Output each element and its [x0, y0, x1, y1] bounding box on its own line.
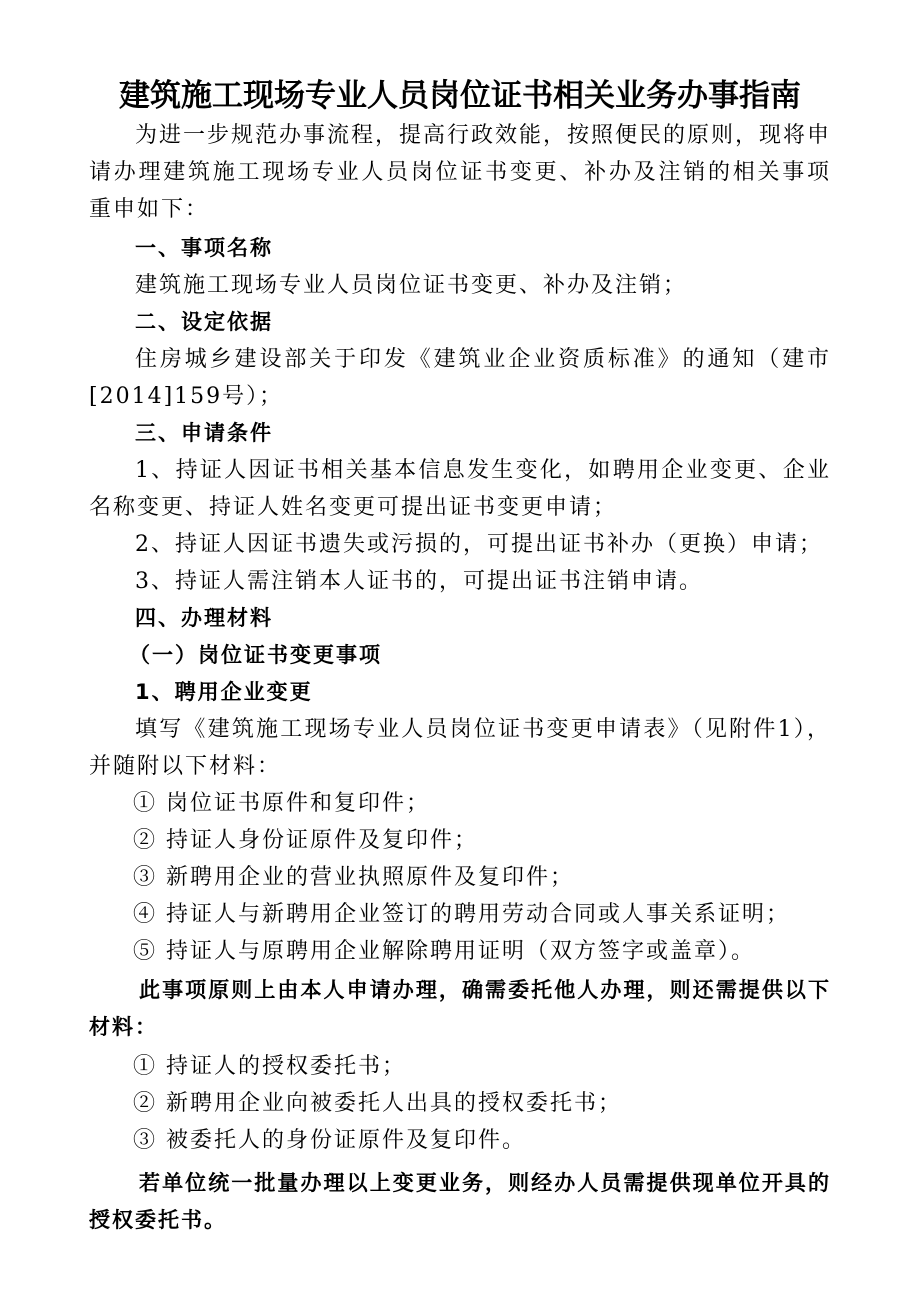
- batch-note: 若单位统一批量办理以上变更业务，则经办人员需提供现单位开具的授权委托书。: [89, 1171, 831, 1232]
- item-heading-employer-change: 1、聘用企业变更: [135, 680, 313, 704]
- subsection-heading-change: （一）岗位证书变更事项: [129, 643, 382, 667]
- material-list-item: ⑤ 持证人与原聘用企业解除聘用证明（双方签字或盖章）。: [133, 939, 755, 964]
- document-title: 建筑施工现场专业人员岗位证书相关业务办事指南: [119, 78, 801, 114]
- material-list-item: ④ 持证人与新聘用企业签订的聘用劳动合同或人事关系证明；: [133, 902, 790, 927]
- section-heading-legal-basis: 二、设定依据: [135, 310, 273, 334]
- condition-item: 2、持证人因证书遗失或污损的，可提出证书补办（更换）申请；: [135, 532, 823, 557]
- material-list-item: ① 岗位证书原件和复印件；: [133, 791, 430, 816]
- section-heading-materials: 四、办理材料: [135, 606, 273, 630]
- item-name-text: 建筑施工现场专业人员岗位证书变更、补办及注销；: [135, 273, 688, 298]
- document-body: [89, 117, 831, 1239]
- section-heading-conditions: 三、申请条件: [135, 421, 273, 445]
- condition-item: 3、持证人需注销本人证书的，可提出证书注销申请。: [135, 569, 703, 594]
- material-list-item: ② 持证人身份证原件及复印件；: [133, 828, 478, 853]
- delegate-material-item: ③ 被委托人的身份证原件及复印件。: [133, 1128, 526, 1153]
- section-heading-item-name: 一、事项名称: [135, 236, 273, 260]
- delegate-material-item: ① 持证人的授权委托书；: [133, 1054, 406, 1079]
- delegate-material-item: ② 新聘用企业向被委托人出具的授权委托书；: [133, 1091, 622, 1116]
- intro-paragraph: 为进一步规范办事流程，提高行政效能，按照便民的原则，现将申请办理建筑施工现场专业人员岗位证书变更、补办及注销的相关事项重申如下：: [89, 123, 832, 222]
- material-list-item: ③ 新聘用企业的营业执照原件及复印件；: [133, 865, 574, 890]
- form-instruction-text: 填写《建筑施工现场专业人员岗位证书变更申请表》（见附件1），并随附以下材料：: [89, 717, 831, 779]
- legal-basis-text: 住房城乡建设部关于印发《建筑业企业资质标准》的通知（建市[2014]159号）；: [89, 347, 831, 409]
- delegate-note: 此事项原则上由本人申请办理，确需委托他人办理，则还需提供以下材料：: [89, 978, 831, 1039]
- condition-item: 1、持证人因证书相关基本信息发生变化，如聘用企业变更、企业名称变更、持证人姓名变更可提出证书变更申请；: [89, 458, 831, 520]
